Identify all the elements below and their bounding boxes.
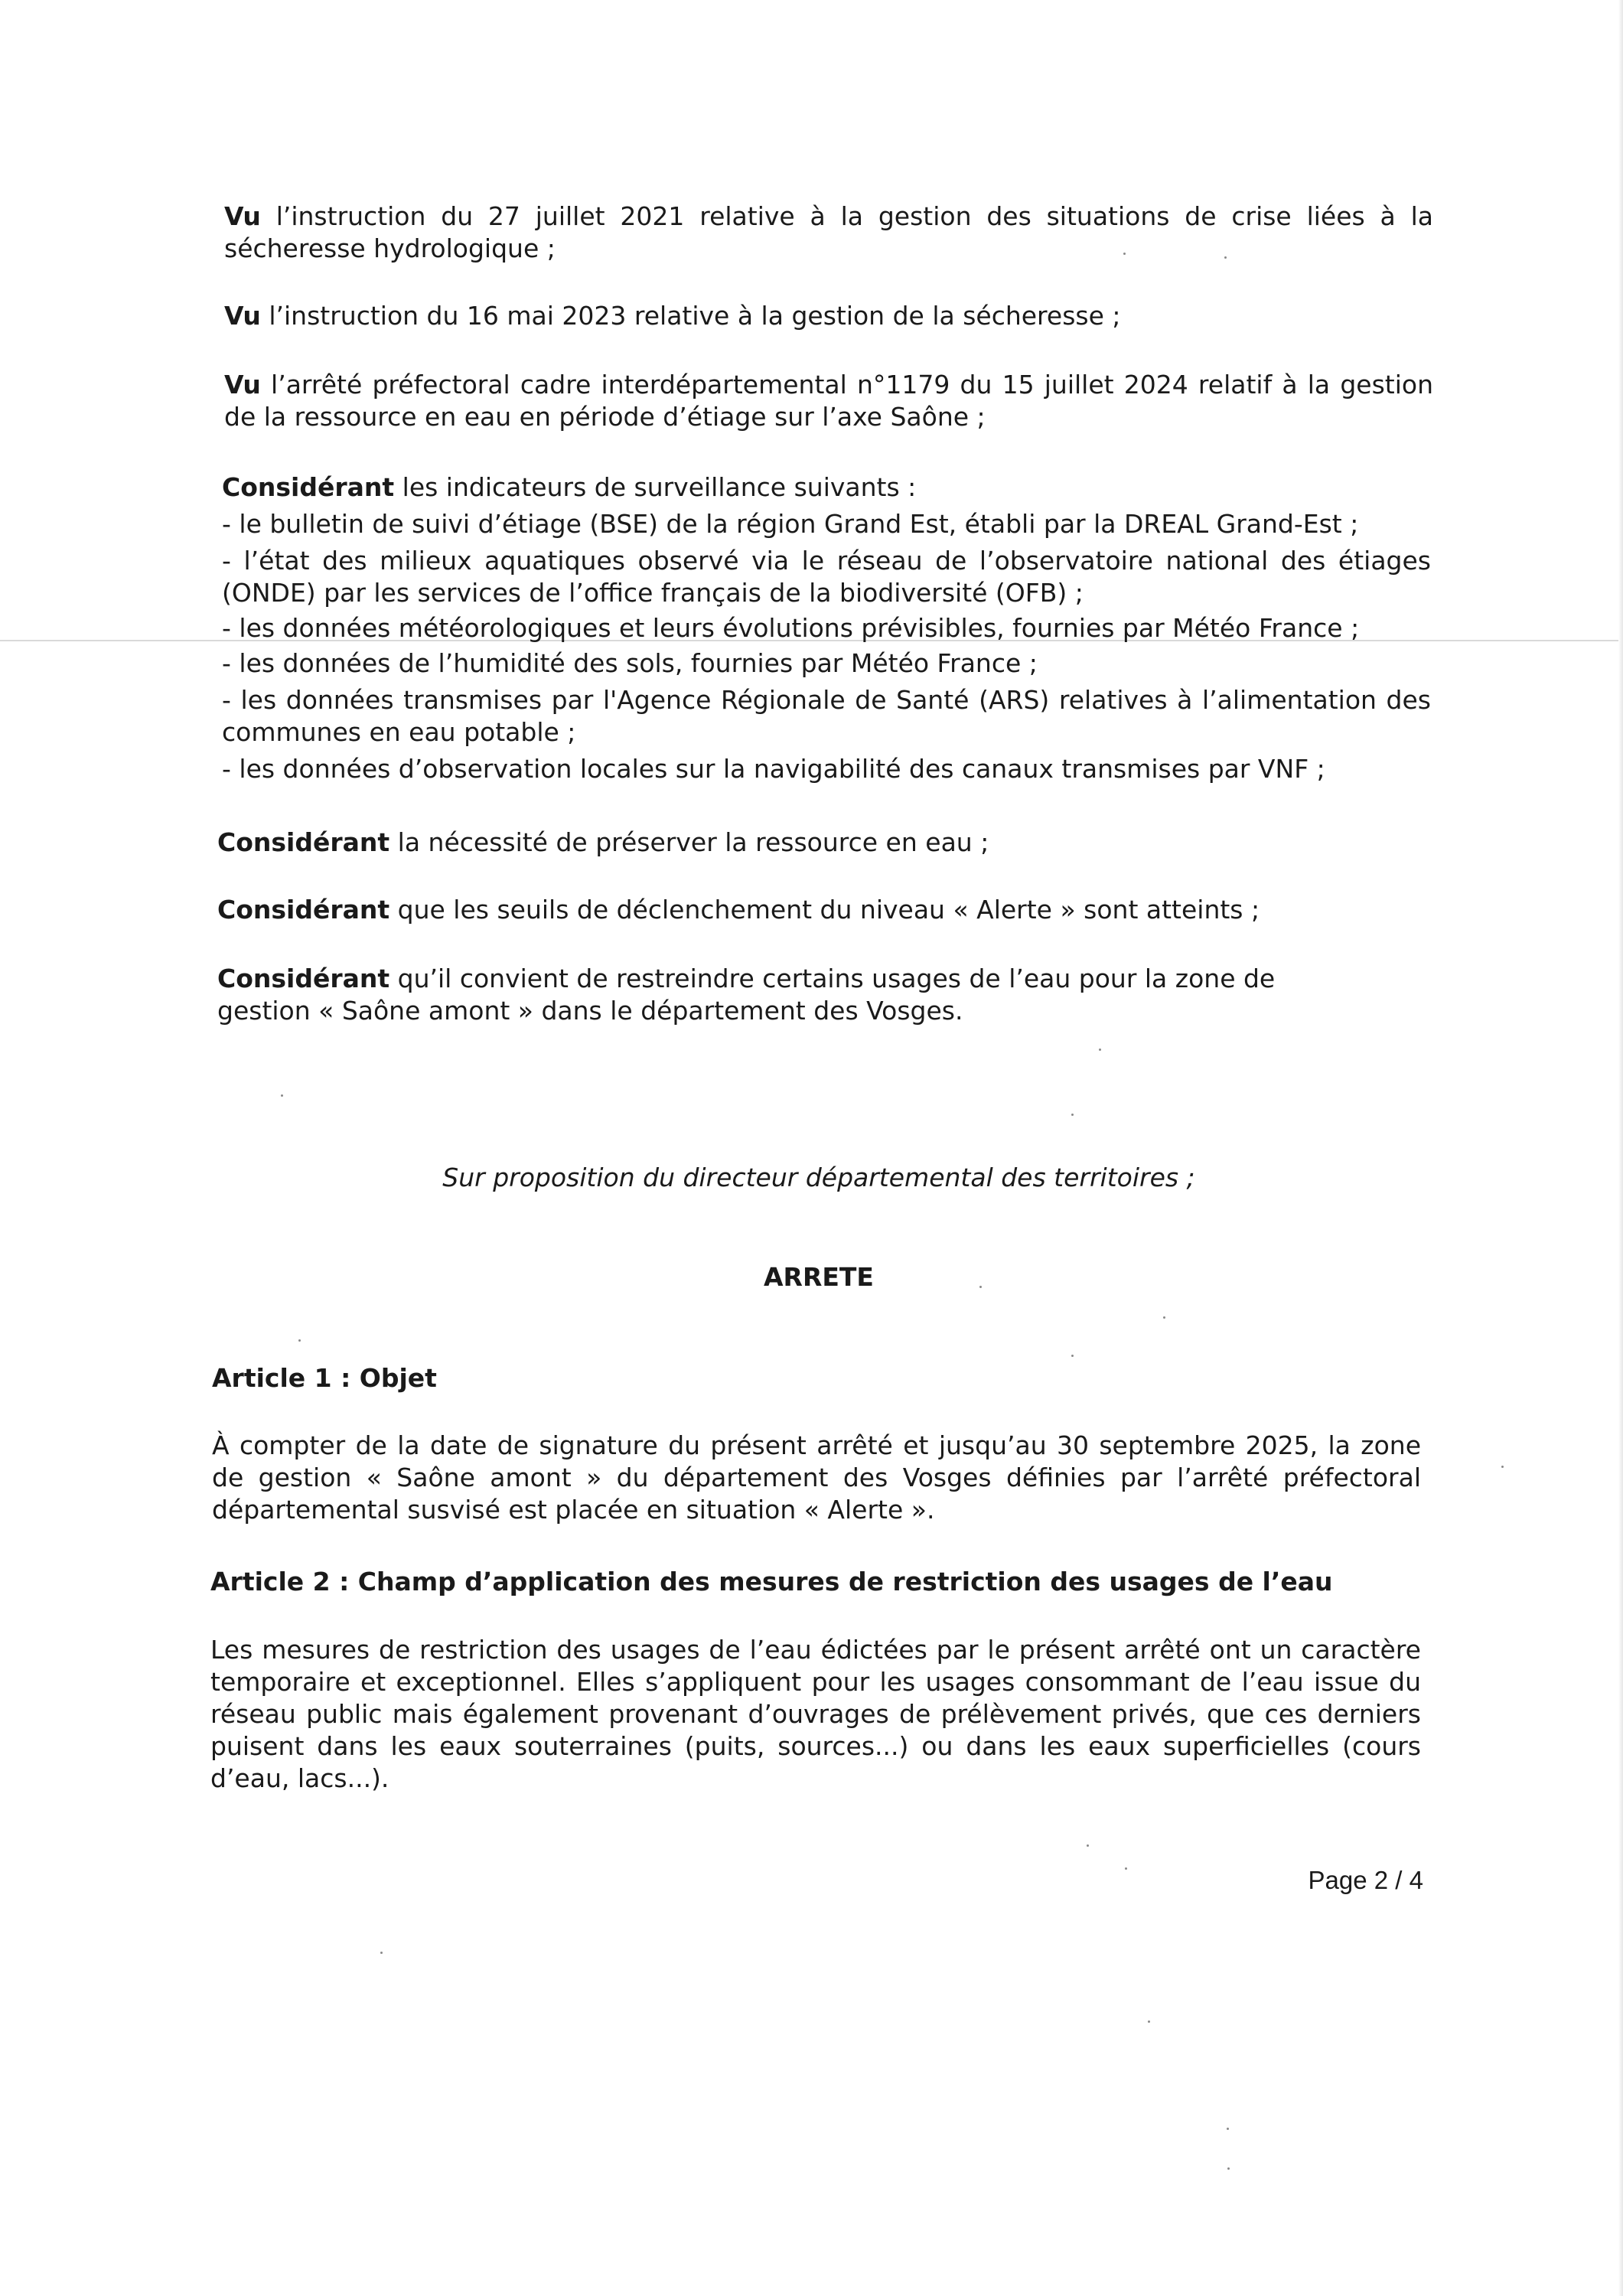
vu-instruction-2023 [224,300,1433,332]
scan-speck [281,1094,283,1097]
vu-text: l’instruction du 27 juillet 2021 relative à la gestion des situations de crise liées à la sécheresse hydrologique ; [224,201,1433,263]
scan-speck [1501,1466,1504,1468]
page-number: Page 2 / 4 [1308,1866,1423,1894]
vu-lead: Vu [224,201,261,231]
scan-speck [298,1339,301,1342]
indicator-item: - les données météorologiques et leurs évolutions prévisibles, fournies par Météo France ; [222,613,1360,643]
considerant-seuils [217,894,1426,926]
scan-speck [1123,253,1126,255]
scan-speck [1071,1355,1074,1357]
considerant-preserver [217,827,1426,859]
considerant-intro: les indicateurs de surveillance suivants : [394,472,917,502]
scan-speck [1087,1844,1089,1847]
vu-text: l’instruction du 16 mai 2023 relative à la gestion de la sécheresse ; [260,301,1121,331]
scan-speck [1227,2167,1230,2170]
indicator-item: - l’état des milieux aquatiques observé via le réseau de l’observatoire national des étiages (ONDE) par les services de l’office français de la biodiversité (OFB) ; [222,546,1431,608]
considerant-text: qu’il convient de restreindre certains usages de l’eau pour la zone de gestion « Saône amont » dans le département des Vosges. [217,964,1276,1026]
considerant-text: la nécessité de préserver la ressource en eau ; [389,827,989,857]
scan-speck [1148,2020,1150,2023]
scan-speck [1224,256,1227,259]
article-1-body: À compter de la date de signature du présent arrêté et jusqu’au 30 septembre 2025, la zone de gestion « Saône amont » du département des Vosges définies par l’arrêté préfectoral départemental susvisé est placée en situation « Alerte ». [212,1430,1421,1525]
article-2-title: Article 2 : Champ d’application des mesures de restriction des usages de l’eau [210,1567,1333,1596]
proposition-line: Sur proposition du directeur départemental des territoires ; [442,1163,1195,1192]
scan-speck [1071,1114,1074,1116]
considerant-lead: Considérant [222,472,395,502]
considerant-text: que les seuils de déclenchement du niveau « Alerte » sont atteints ; [389,895,1260,925]
indicator-item: - les données transmises par l'Agence Régionale de Santé (ARS) relatives à l’alimentation des communes en eau potable ; [222,685,1431,747]
vu-lead: Vu [224,370,261,400]
considerant-indicators [222,471,1431,785]
scan-speck [1227,2128,1229,2130]
vu-arrete-cadre [224,369,1433,433]
considerant-lead: Considérant [217,895,390,925]
considerant-lead: Considérant [217,964,390,993]
scan-edge-shadow [1618,0,1623,2296]
indicator-item: - le bulletin de suivi d’étiage (BSE) de la région Grand Est, établi par la DREAL Grand-Est ; [222,509,1359,539]
scan-speck [979,1286,982,1288]
scan-speck [1163,1316,1165,1319]
scan-speck [1099,1049,1101,1051]
article-2-body: Les mesures de restriction des usages de l’eau édictées par le présent arrêté ont un caractère temporaire et exceptionnel. Elles s’appliquent pour les usages consommant de l’eau issue du réseau public mais également provenant d’ouvrages de prélèvement privés, que ces derniers puisent dans les eaux souterraines (puits, sources...) ou dans les eaux superficielles (cours d’eau, lacs...). [210,1635,1421,1793]
indicator-item: - les données de l’humidité des sols, fournies par Météo France ; [222,648,1038,678]
vu-instruction-2021 [224,201,1433,265]
scan-speck [1125,1867,1127,1870]
article-1-title: Article 1 : Objet [212,1363,437,1393]
vu-lead: Vu [224,301,261,331]
considerant-restreindre [217,963,1357,1027]
indicator-item: - les données d’observation locales sur la navigabilité des canaux transmises par VNF ; [222,754,1325,784]
vu-text: l’arrêté préfectoral cadre interdépartemental n°1179 du 15 juillet 2024 relatif à la gestion de la ressource en eau en période d’étiage sur l’axe Saône ; [224,370,1433,432]
scan-speck [380,1952,383,1954]
arrete-heading: ARRETE [764,1262,874,1292]
considerant-lead: Considérant [217,827,390,857]
